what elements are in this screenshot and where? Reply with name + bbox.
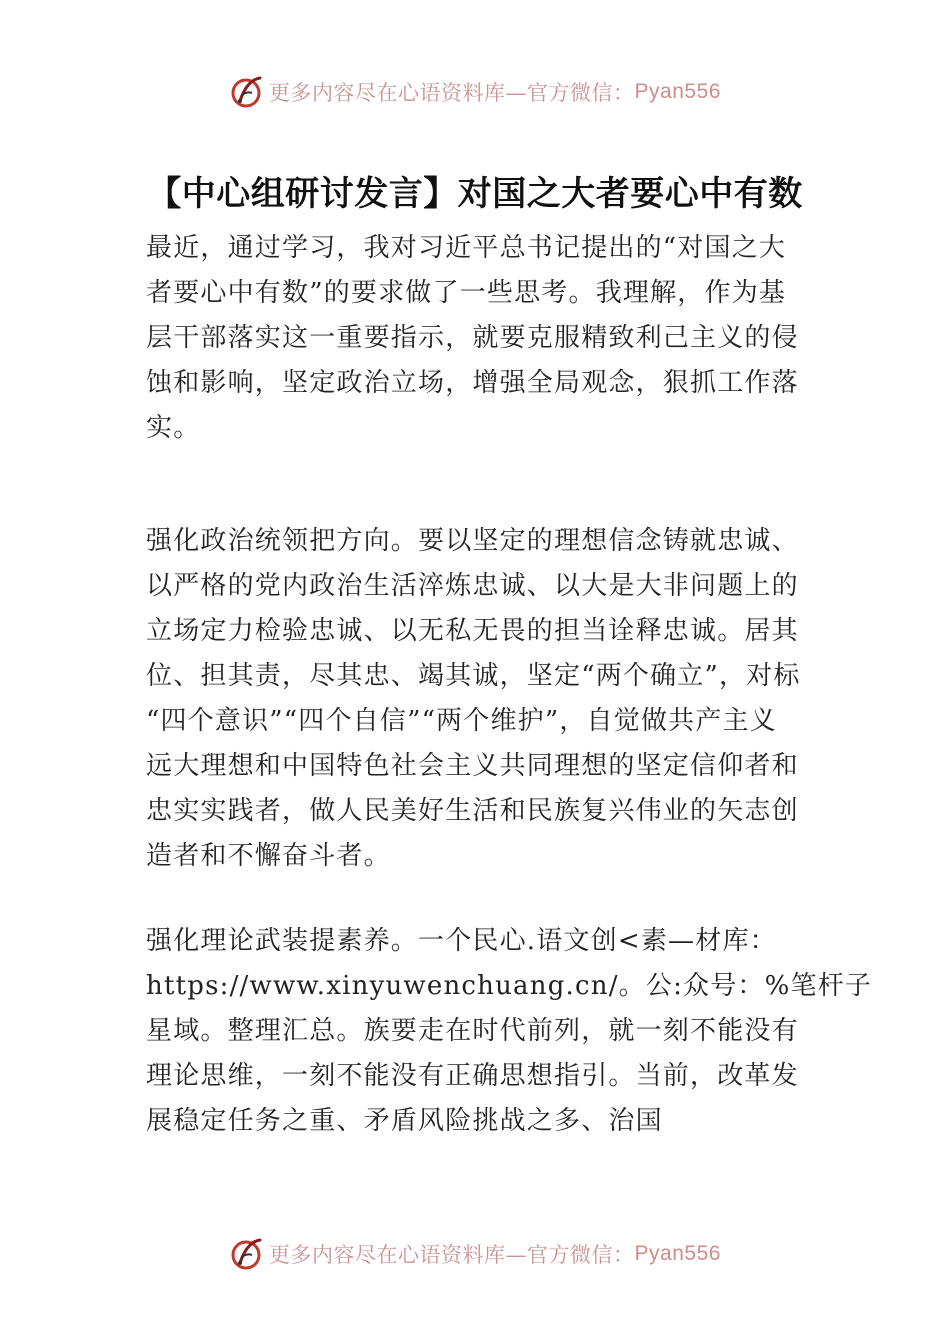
text-line: “四个意识”“四个自信”“两个维护”，自觉做共产主义 — [146, 706, 777, 736]
text-line: 蚀和影响，坚定政治立场，增强全局观念，狠抓工作落 — [146, 368, 799, 398]
text-line: 星域。整理汇总。族要走在时代前列，就一刻不能没有 — [146, 1016, 799, 1046]
text-line: 忠实实践者，做人民美好生活和民族复兴伟业的矢志创 — [146, 796, 799, 826]
wechat-id: Pyan556 — [634, 1242, 721, 1265]
watermark-text: 更多内容尽在心语资料库—官方微信： — [269, 81, 635, 105]
text-line: 强化理论武装提素养。一个民心.语文创<素—材库： — [146, 926, 777, 956]
text-line: 展稳定任务之重、矛盾风险挑战之多、治国 — [146, 1106, 663, 1136]
text-line: 远大理想和中国特色社会主义共同理想的坚定信仰者和 — [146, 751, 799, 781]
text-line: 者要心中有数”的要求做了一些思考。我理解，作为基 — [146, 278, 787, 308]
text-line: https://www.xinyuwenchuang.cn/。公:众号：%笔杆子 — [146, 971, 873, 1001]
text-line: 理论思维，一刻不能没有正确思想指引。当前，改革发 — [146, 1061, 799, 1091]
paragraph-intro — [146, 226, 811, 451]
wechat-id: Pyan556 — [634, 80, 721, 103]
text-line: 以严格的党内政治生活淬炼忠诚、以大是大非问题上的 — [146, 571, 799, 601]
watermark-text: 更多内容尽在心语资料库—官方微信： — [269, 1243, 635, 1267]
text-line: 实。 — [146, 413, 201, 443]
paragraph-theory-study — [146, 919, 873, 1144]
text-line: 位、担其责，尽其忠、竭其诚，坚定“两个确立”，对标 — [146, 661, 801, 691]
text-line: 层干部落实这一重要指示，就要克服精致利己主义的侵 — [146, 323, 799, 353]
page-title: 【中心组研讨发言】对国之大者要心中有数 — [147, 174, 803, 214]
text-line: 最近，通过学习，我对习近平总书记提出的“对国之大 — [146, 233, 787, 263]
text-line: 强化政治统领把方向。要以坚定的理想信念铸就忠诚、 — [146, 526, 799, 556]
text-line: 立场定力检验忠诚、以无私无畏的担当诠释忠诚。居其 — [146, 616, 799, 646]
paragraph-political-leadership — [146, 519, 811, 879]
header-watermark-banner — [0, 70, 950, 114]
footer-watermark-banner — [0, 1232, 950, 1276]
logo-icon — [229, 74, 265, 110]
text-line: 造者和不懈奋斗者。 — [146, 841, 391, 871]
logo-icon — [229, 1236, 265, 1272]
